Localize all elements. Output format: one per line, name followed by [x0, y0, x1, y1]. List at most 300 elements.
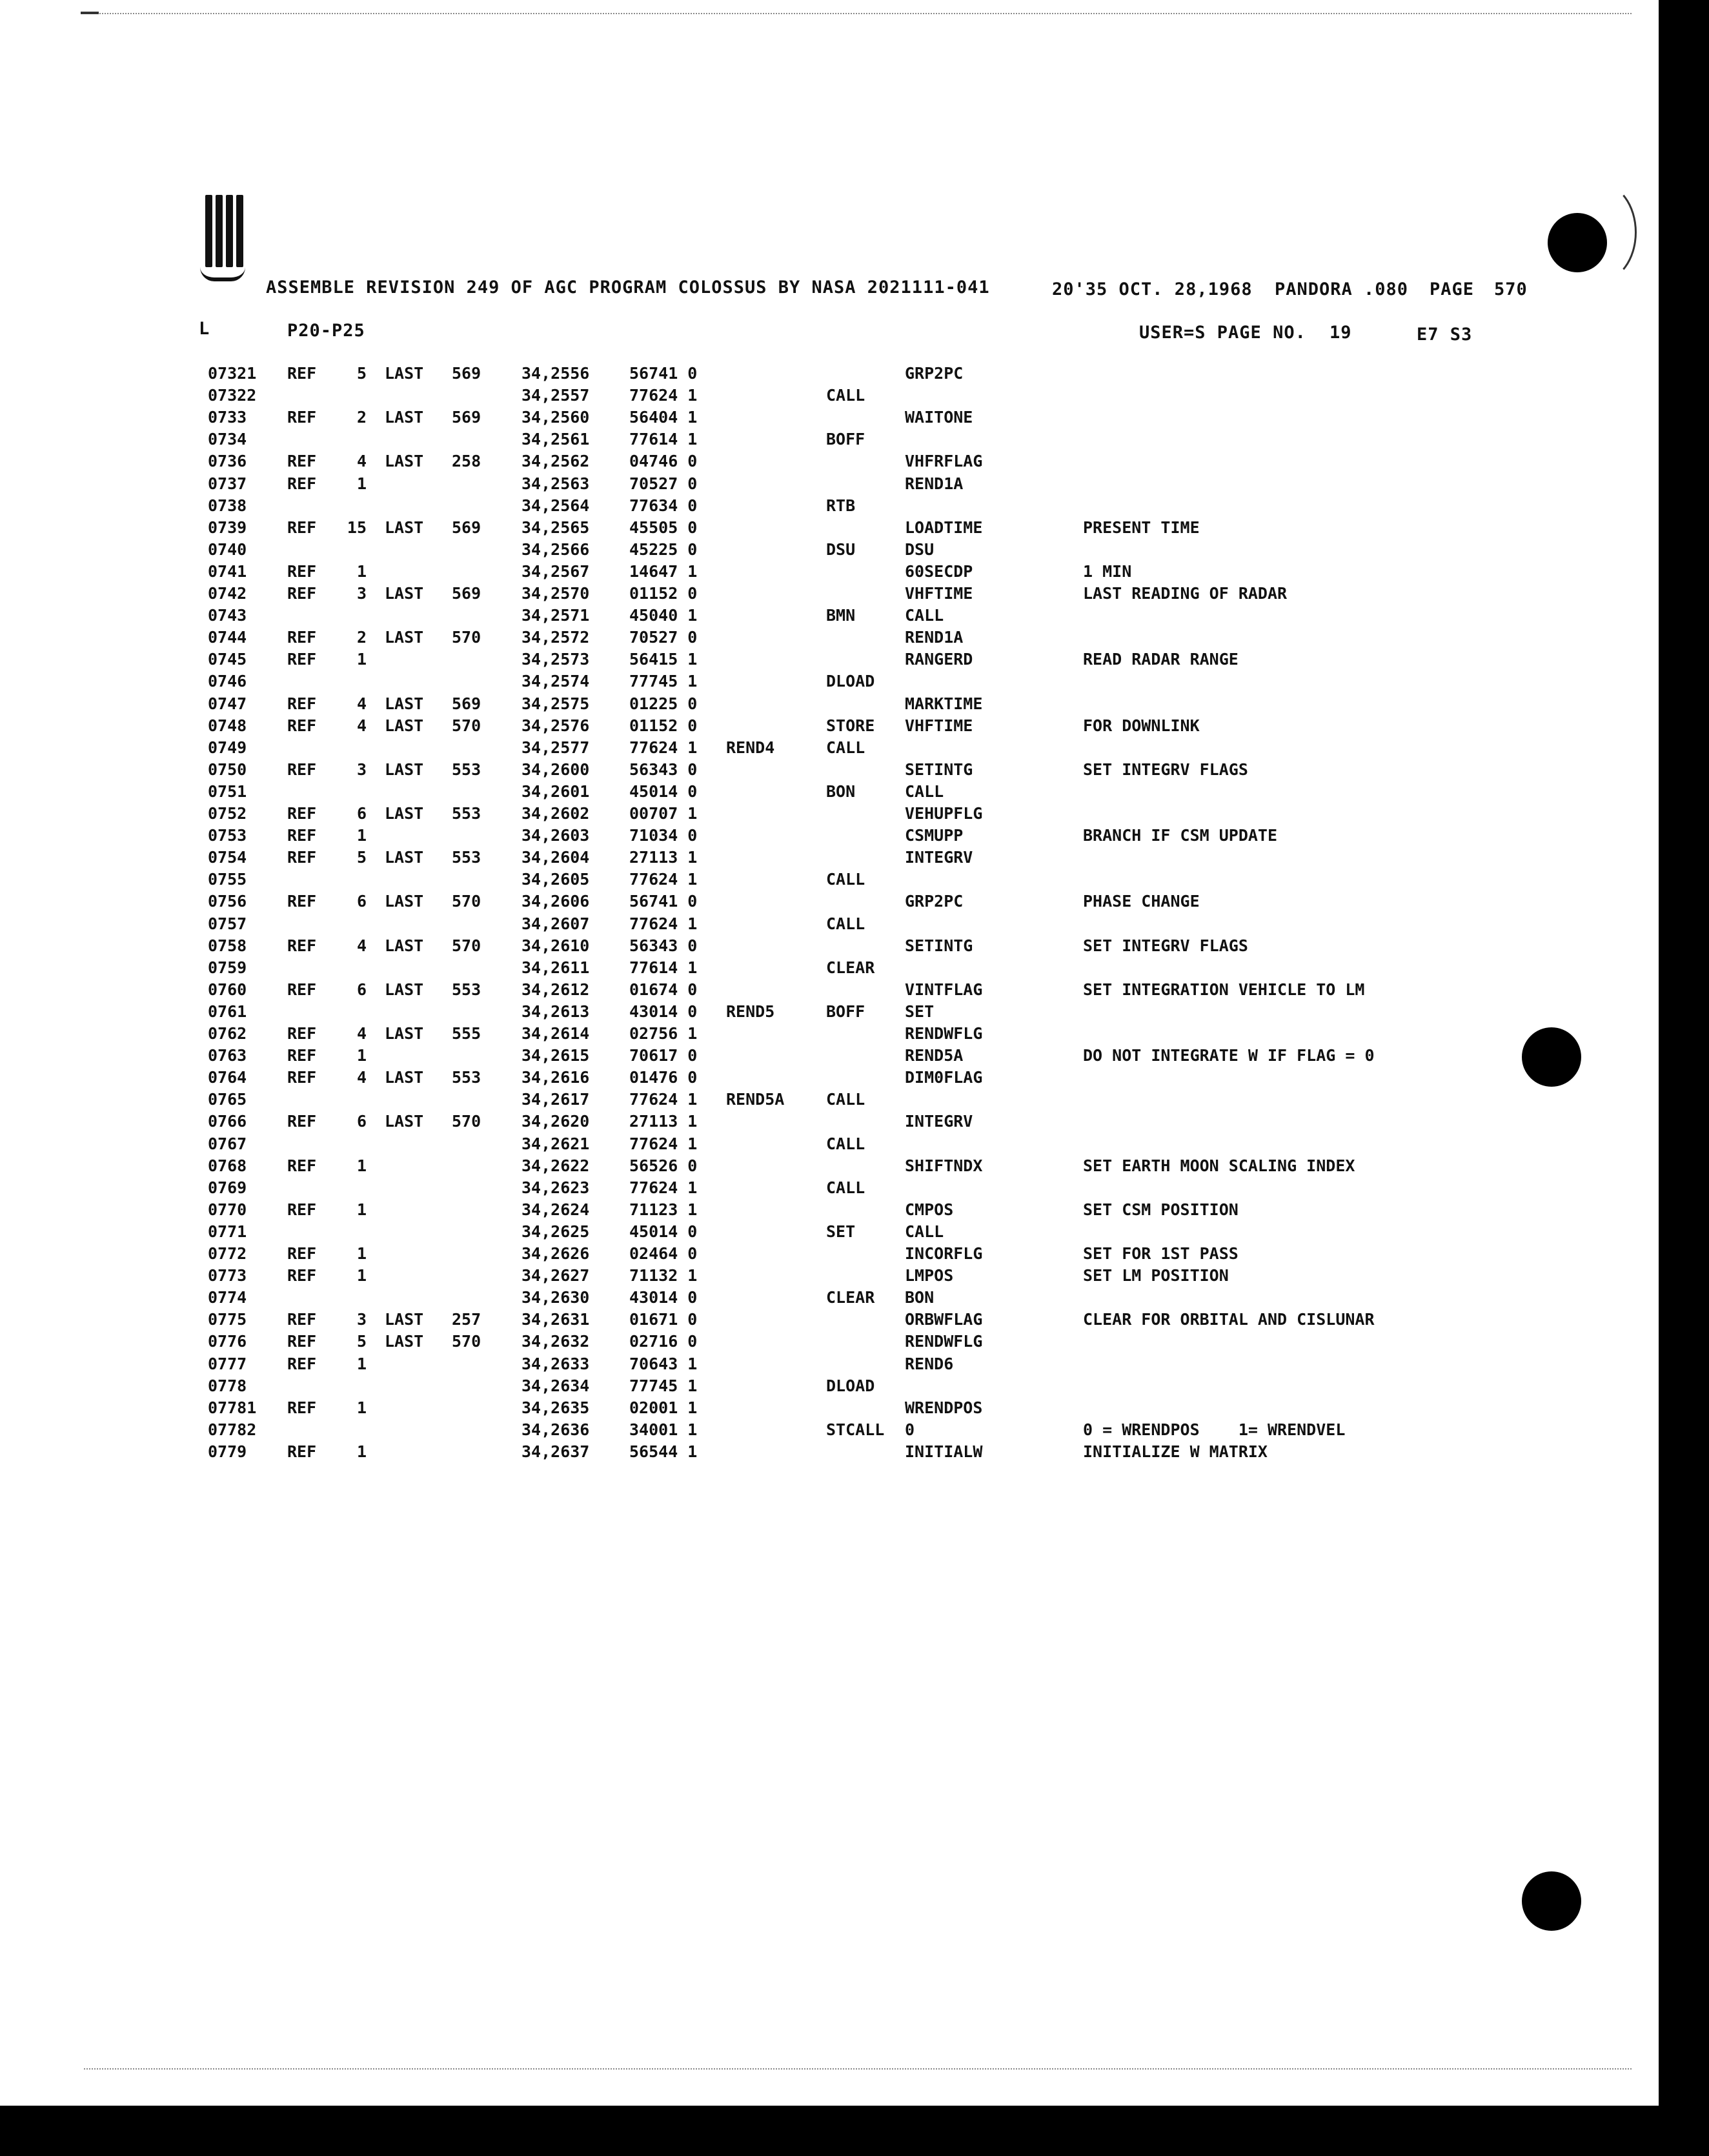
address: 34,2621: [521, 1134, 590, 1153]
operand: SETINTG: [905, 760, 973, 779]
line-number: 0739: [208, 518, 247, 537]
last-marker: LAST: [385, 1310, 424, 1329]
last-marker: LAST: [385, 1112, 424, 1131]
binder-hole-bottom: [1522, 1871, 1581, 1931]
ref-marker: REF: [287, 1156, 317, 1175]
line-number: 0751: [208, 781, 247, 801]
program-name: PANDORA .080: [1275, 279, 1409, 299]
line-number: 0774: [208, 1288, 247, 1307]
octal-word: 45014 0: [629, 1222, 698, 1241]
operand: INTEGRV: [905, 848, 973, 867]
listing-code: E7 S3: [1417, 325, 1473, 345]
line-number: 0746: [208, 672, 247, 691]
octal-word: 43014 0: [629, 1288, 698, 1307]
line-number: 0762: [208, 1024, 247, 1043]
octal-word: 77624 1: [629, 1178, 698, 1197]
right-scan-border: [1659, 0, 1709, 2156]
octal-word: 77745 1: [629, 1376, 698, 1395]
opcode: BMN: [826, 606, 856, 625]
line-number: 0776: [208, 1332, 247, 1351]
opcode: STCALL: [826, 1420, 885, 1439]
octal-word: 34001 1: [629, 1420, 698, 1439]
comment: INITIALIZE W MATRIX: [1083, 1442, 1268, 1461]
ref-count: 4: [356, 694, 367, 713]
operand: BON: [905, 1288, 935, 1307]
last-marker: LAST: [385, 1068, 424, 1087]
address: 34,2563: [521, 474, 590, 493]
line-number: 0743: [208, 606, 247, 625]
line-number: 0736: [208, 452, 247, 471]
last-marker: LAST: [385, 518, 424, 537]
address: 34,2604: [521, 848, 590, 867]
opcode: CALL: [826, 1178, 865, 1197]
operand: ORBWFLAG: [905, 1310, 983, 1329]
comment: PRESENT TIME: [1083, 518, 1200, 537]
ref-marker: REF: [287, 980, 317, 999]
last-page: 569: [452, 408, 481, 427]
label: REND5A: [726, 1090, 785, 1109]
ref-count: 2: [356, 408, 367, 427]
line-number: 0749: [208, 738, 247, 757]
address: 34,2603: [521, 826, 590, 845]
opcode: DLOAD: [826, 1376, 875, 1395]
opcode: DSU: [826, 539, 856, 559]
last-marker: LAST: [385, 694, 424, 713]
line-number: 0753: [208, 826, 247, 845]
last-marker: LAST: [385, 848, 424, 867]
octal-word: 77624 1: [629, 738, 698, 757]
operand: SHIFTNDX: [905, 1156, 983, 1175]
address: 34,2623: [521, 1178, 590, 1197]
ref-marker: REF: [287, 1266, 317, 1285]
last-page: 570: [452, 1112, 481, 1131]
comment: LAST READING OF RADAR: [1083, 584, 1288, 603]
ref-count: 1: [356, 1244, 367, 1263]
address: 34,2613: [521, 1002, 590, 1021]
address: 34,2612: [521, 980, 590, 999]
line-number: 0771: [208, 1222, 247, 1241]
address: 34,2627: [521, 1266, 590, 1285]
octal-word: 77624 1: [629, 386, 698, 405]
operand: RENDWFLG: [905, 1332, 983, 1351]
address: 34,2562: [521, 452, 590, 471]
line-number: 0759: [208, 958, 247, 977]
listing-title: ASSEMBLE REVISION 249 OF AGC PROGRAM COLOSSUS BY NASA 2021111-041: [266, 277, 990, 297]
operand: VHFRFLAG: [905, 452, 983, 471]
last-page: 258: [452, 452, 481, 471]
last-page: 570: [452, 892, 481, 911]
operand: VHFTIME: [905, 584, 973, 603]
octal-word: 77624 1: [629, 914, 698, 933]
operand: RENDWFLG: [905, 1024, 983, 1043]
last-marker: LAST: [385, 628, 424, 647]
line-number: 0760: [208, 980, 247, 999]
ref-count: 5: [356, 364, 367, 383]
address: 34,2574: [521, 672, 590, 691]
comment: SET INTEGRATION VEHICLE TO LM: [1083, 980, 1365, 999]
line-number: 0779: [208, 1442, 247, 1461]
line-number: 0766: [208, 1112, 247, 1131]
ref-count: 4: [356, 1024, 367, 1043]
operand: DSU: [905, 539, 935, 559]
last-page: 553: [452, 1068, 481, 1087]
ref-marker: REF: [287, 716, 317, 735]
comment: PHASE CHANGE: [1083, 892, 1200, 911]
binder-hole-middle: [1522, 1027, 1581, 1087]
address: 34,2600: [521, 760, 590, 779]
ref-marker: REF: [287, 628, 317, 647]
last-page: 553: [452, 848, 481, 867]
address: 34,2606: [521, 892, 590, 911]
label: REND4: [726, 738, 775, 757]
operand: 0: [905, 1420, 915, 1439]
octal-word: 14647 1: [629, 561, 698, 581]
operand: INCORFLG: [905, 1244, 983, 1263]
line-number: 0772: [208, 1244, 247, 1263]
ref-marker: REF: [287, 1046, 317, 1065]
operand: REND1A: [905, 474, 964, 493]
opcode: CLEAR: [826, 1288, 875, 1307]
operand: CALL: [905, 606, 944, 625]
octal-word: 56741 0: [629, 892, 698, 911]
ref-count: 4: [356, 716, 367, 735]
binder-hole-top-shadow: [1562, 182, 1637, 283]
line-number: 0740: [208, 539, 247, 559]
address: 34,2560: [521, 408, 590, 427]
ref-count: 15: [347, 518, 367, 537]
opcode: BOFF: [826, 1002, 865, 1021]
bottom-scan-border: [0, 2106, 1709, 2156]
address: 34,2615: [521, 1046, 590, 1065]
ref-marker: REF: [287, 561, 317, 581]
last-page: 569: [452, 584, 481, 603]
octal-word: 27113 1: [629, 848, 698, 867]
last-page: 570: [452, 936, 481, 955]
opcode: SET: [826, 1222, 856, 1241]
last-marker: LAST: [385, 760, 424, 779]
operand: LMPOS: [905, 1266, 954, 1285]
octal-word: 70527 0: [629, 628, 698, 647]
octal-word: 45225 0: [629, 539, 698, 559]
octal-word: 56343 0: [629, 760, 698, 779]
operand: CALL: [905, 1222, 944, 1241]
user-page-label: USER=S PAGE NO.: [1139, 323, 1306, 343]
octal-word: 56741 0: [629, 364, 698, 383]
ref-count: 1: [356, 474, 367, 493]
ref-marker: REF: [287, 474, 317, 493]
comment: CLEAR FOR ORBITAL AND CISLUNAR: [1083, 1310, 1375, 1329]
ref-count: 2: [356, 628, 367, 647]
octal-word: 01674 0: [629, 980, 698, 999]
ref-count: 1: [356, 1200, 367, 1219]
octal-word: 00707 1: [629, 804, 698, 823]
bottom-perforation-edge: [84, 2068, 1632, 2070]
ref-count: 3: [356, 1310, 367, 1329]
opcode: DLOAD: [826, 672, 875, 691]
address: 34,2626: [521, 1244, 590, 1263]
address: 34,2610: [521, 936, 590, 955]
last-marker: LAST: [385, 364, 424, 383]
octal-word: 77745 1: [629, 672, 698, 691]
comment: SET INTEGRV FLAGS: [1083, 760, 1248, 779]
user-page-number: 19: [1330, 323, 1352, 343]
ref-count: 1: [356, 1046, 367, 1065]
operand: GRP2PC: [905, 364, 964, 383]
comment: DO NOT INTEGRATE W IF FLAG = 0: [1083, 1046, 1375, 1065]
address: 34,2561: [521, 430, 590, 449]
line-number: 0733: [208, 408, 247, 427]
printer-logo-icon: [205, 195, 245, 279]
line-number: 0756: [208, 892, 247, 911]
line-number: 0741: [208, 561, 247, 581]
octal-word: 77614 1: [629, 958, 698, 977]
octal-word: 02716 0: [629, 1332, 698, 1351]
left-mark: L: [199, 319, 210, 339]
octal-word: 70617 0: [629, 1046, 698, 1065]
octal-word: 77634 0: [629, 496, 698, 515]
ref-marker: REF: [287, 452, 317, 471]
address: 34,2622: [521, 1156, 590, 1175]
operand: REND5A: [905, 1046, 964, 1065]
operand: SETINTG: [905, 936, 973, 955]
opcode: BOFF: [826, 430, 865, 449]
last-page: 570: [452, 628, 481, 647]
address: 34,2625: [521, 1222, 590, 1241]
comment: SET INTEGRV FLAGS: [1083, 936, 1248, 955]
line-number: 0777: [208, 1354, 247, 1373]
ref-count: 1: [356, 561, 367, 581]
comment: SET EARTH MOON SCALING INDEX: [1083, 1156, 1355, 1175]
operand: MARKTIME: [905, 694, 983, 713]
ref-count: 1: [356, 1398, 367, 1417]
ref-count: 6: [356, 892, 367, 911]
octal-word: 70643 1: [629, 1354, 698, 1373]
address: 34,2633: [521, 1354, 590, 1373]
address: 34,2634: [521, 1376, 590, 1395]
octal-word: 45014 0: [629, 781, 698, 801]
octal-word: 71123 1: [629, 1200, 698, 1219]
line-number: 0738: [208, 496, 247, 515]
ref-count: 5: [356, 848, 367, 867]
operand: RANGERD: [905, 650, 973, 669]
opcode: CALL: [826, 914, 865, 933]
ref-marker: REF: [287, 584, 317, 603]
octal-word: 77614 1: [629, 430, 698, 449]
address: 34,2557: [521, 386, 590, 405]
line-number: 0742: [208, 584, 247, 603]
line-number: 0775: [208, 1310, 247, 1329]
ref-count: 4: [356, 452, 367, 471]
operand: CSMUPP: [905, 826, 964, 845]
ref-marker: REF: [287, 936, 317, 955]
address: 34,2577: [521, 738, 590, 757]
ref-marker: REF: [287, 760, 317, 779]
octal-word: 77624 1: [629, 1134, 698, 1153]
address: 34,2624: [521, 1200, 590, 1219]
octal-word: 71034 0: [629, 826, 698, 845]
address: 34,2565: [521, 518, 590, 537]
comment: READ RADAR RANGE: [1083, 650, 1239, 669]
address: 34,2570: [521, 584, 590, 603]
line-number: 0750: [208, 760, 247, 779]
line-number: 0754: [208, 848, 247, 867]
operand: DIM0FLAG: [905, 1068, 983, 1087]
line-number: 07782: [208, 1420, 257, 1439]
ref-count: 6: [356, 980, 367, 999]
octal-word: 56544 1: [629, 1442, 698, 1461]
page-label: PAGE: [1430, 279, 1475, 299]
comment: SET CSM POSITION: [1083, 1200, 1239, 1219]
last-page: 569: [452, 518, 481, 537]
octal-word: 43014 0: [629, 1002, 698, 1021]
ref-marker: REF: [287, 892, 317, 911]
address: 34,2614: [521, 1024, 590, 1043]
address: 34,2635: [521, 1398, 590, 1417]
line-number: 0769: [208, 1178, 247, 1197]
ref-marker: REF: [287, 826, 317, 845]
last-marker: LAST: [385, 1332, 424, 1351]
line-number: 0744: [208, 628, 247, 647]
ref-marker: REF: [287, 1024, 317, 1043]
last-page: 553: [452, 980, 481, 999]
octal-word: 01671 0: [629, 1310, 698, 1329]
operand: REND6: [905, 1354, 954, 1373]
ref-count: 4: [356, 936, 367, 955]
address: 34,2611: [521, 958, 590, 977]
last-marker: LAST: [385, 936, 424, 955]
last-marker: LAST: [385, 1024, 424, 1043]
line-number: 0734: [208, 430, 247, 449]
octal-word: 02001 1: [629, 1398, 698, 1417]
line-number: 07322: [208, 386, 257, 405]
comment: 1 MIN: [1083, 561, 1132, 581]
ref-count: 1: [356, 826, 367, 845]
line-number: 0752: [208, 804, 247, 823]
last-marker: LAST: [385, 452, 424, 471]
top-edge-mark: [81, 12, 99, 14]
line-number: 0770: [208, 1200, 247, 1219]
octal-word: 02464 0: [629, 1244, 698, 1263]
ref-marker: REF: [287, 1112, 317, 1131]
line-number: 0773: [208, 1266, 247, 1285]
octal-word: 70527 0: [629, 474, 698, 493]
last-marker: LAST: [385, 716, 424, 735]
line-number: 0761: [208, 1002, 247, 1021]
operand: CMPOS: [905, 1200, 954, 1219]
opcode: RTB: [826, 496, 856, 515]
ref-marker: REF: [287, 848, 317, 867]
ref-marker: REF: [287, 804, 317, 823]
ref-marker: REF: [287, 1332, 317, 1351]
ref-marker: REF: [287, 1068, 317, 1087]
last-marker: LAST: [385, 584, 424, 603]
address: 34,2556: [521, 364, 590, 383]
last-marker: LAST: [385, 980, 424, 999]
octal-word: 77624 1: [629, 1090, 698, 1109]
ref-marker: REF: [287, 364, 317, 383]
address: 34,2564: [521, 496, 590, 515]
line-number: 07781: [208, 1398, 257, 1417]
line-number: 0748: [208, 716, 247, 735]
operand: CALL: [905, 781, 944, 801]
comment: FOR DOWNLINK: [1083, 716, 1200, 735]
address: 34,2607: [521, 914, 590, 933]
opcode: STORE: [826, 716, 875, 735]
ref-count: 1: [356, 1266, 367, 1285]
line-number: 0745: [208, 650, 247, 669]
ref-marker: REF: [287, 1244, 317, 1263]
ref-count: 1: [356, 650, 367, 669]
comment: BRANCH IF CSM UPDATE: [1083, 826, 1278, 845]
address: 34,2601: [521, 781, 590, 801]
opcode: BON: [826, 781, 856, 801]
line-number: 0737: [208, 474, 247, 493]
label: REND5: [726, 1002, 775, 1021]
address: 34,2617: [521, 1090, 590, 1109]
comment: 0 = WRENDPOS 1= WRENDVEL: [1083, 1420, 1346, 1439]
last-page: 553: [452, 804, 481, 823]
ref-count: 5: [356, 1332, 367, 1351]
line-number: 07321: [208, 364, 257, 383]
operand: INTEGRV: [905, 1112, 973, 1131]
operand: VHFTIME: [905, 716, 973, 735]
last-marker: LAST: [385, 892, 424, 911]
operand: LOADTIME: [905, 518, 983, 537]
octal-word: 04746 0: [629, 452, 698, 471]
octal-word: 02756 1: [629, 1024, 698, 1043]
ref-marker: REF: [287, 694, 317, 713]
line-number: 0764: [208, 1068, 247, 1087]
operand: SET: [905, 1002, 935, 1021]
operand: REND1A: [905, 628, 964, 647]
line-number: 0778: [208, 1376, 247, 1395]
ref-count: 1: [356, 1354, 367, 1373]
line-number: 0768: [208, 1156, 247, 1175]
opcode: CALL: [826, 1134, 865, 1153]
octal-word: 45505 0: [629, 518, 698, 537]
line-number: 0767: [208, 1134, 247, 1153]
top-perforation-edge: [84, 13, 1632, 14]
operand: VINTFLAG: [905, 980, 983, 999]
ref-marker: REF: [287, 1310, 317, 1329]
last-marker: LAST: [385, 408, 424, 427]
octal-word: 71132 1: [629, 1266, 698, 1285]
comment: SET FOR 1ST PASS: [1083, 1244, 1239, 1263]
octal-word: 45040 1: [629, 606, 698, 625]
ref-marker: REF: [287, 518, 317, 537]
ref-marker: REF: [287, 1398, 317, 1417]
address: 34,2571: [521, 606, 590, 625]
opcode: CALL: [826, 386, 865, 405]
octal-word: 01476 0: [629, 1068, 698, 1087]
ref-count: 6: [356, 1112, 367, 1131]
ref-count: 3: [356, 584, 367, 603]
ref-count: 1: [356, 1156, 367, 1175]
operand: WAITONE: [905, 408, 973, 427]
last-page: 570: [452, 1332, 481, 1351]
opcode: CALL: [826, 738, 865, 757]
address: 34,2602: [521, 804, 590, 823]
address: 34,2630: [521, 1288, 590, 1307]
ref-marker: REF: [287, 650, 317, 669]
ref-marker: REF: [287, 408, 317, 427]
address: 34,2566: [521, 539, 590, 559]
address: 34,2576: [521, 716, 590, 735]
octal-word: 77624 1: [629, 870, 698, 889]
listing-datetime: 20'35 OCT. 28,1968: [1052, 279, 1253, 299]
octal-word: 27113 1: [629, 1112, 698, 1131]
operand: VEHUPFLG: [905, 804, 983, 823]
